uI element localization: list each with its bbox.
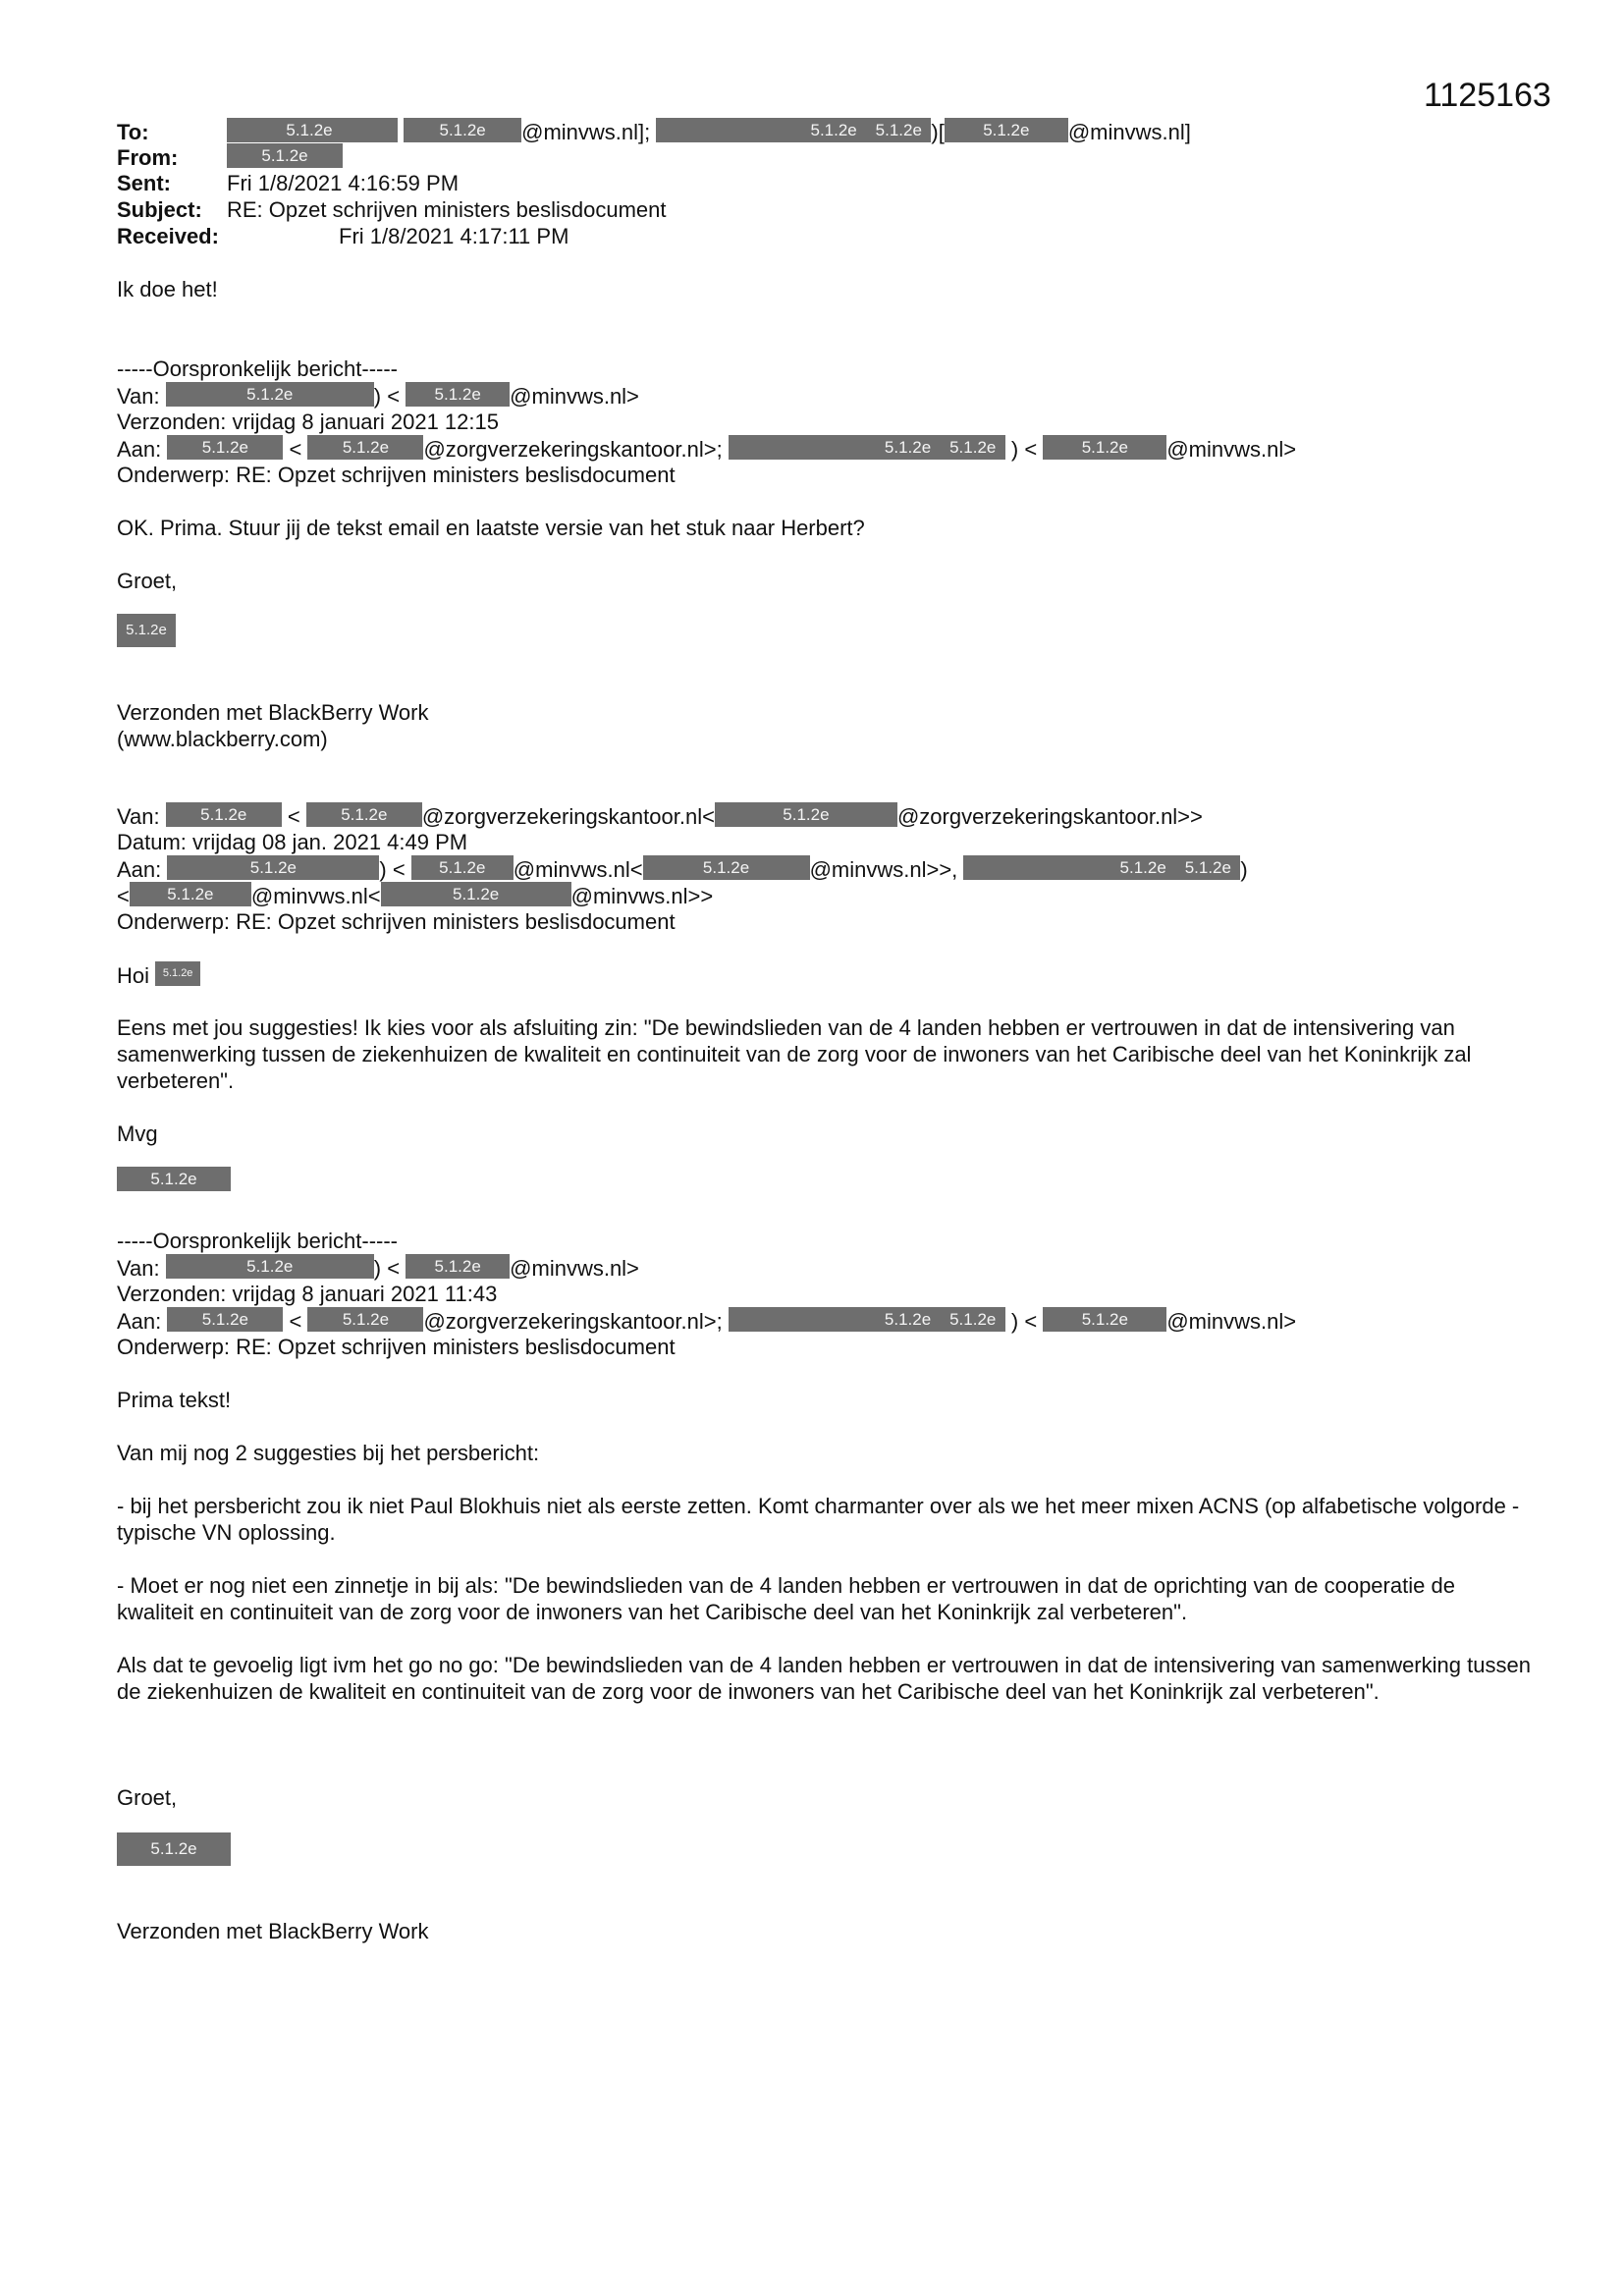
sent-value: Fri 1/8/2021 4:16:59 PM — [227, 171, 460, 195]
blackberry-footer-url: (www.blackberry.com) — [117, 727, 328, 751]
salutation: Hoi 5.1.2e — [117, 961, 200, 989]
van-line: Van: 5.1.2e < 5.1.2e @zorgverzekeringskantoor.nl< 5.1.2e @zorgverzekeringskantoor.nl>> — [117, 804, 1203, 829]
aan-line-continued: < 5.1.2e @minvws.nl< 5.1.2e @minvws.nl>> — [117, 884, 714, 908]
signature-redaction: 5.1.2e — [117, 1167, 231, 1194]
redaction: 5.1.2e — [166, 382, 374, 407]
sent-label: Sent: — [117, 171, 171, 195]
redaction: 5.1.2e 5.1.2e — [729, 1307, 1005, 1332]
redaction: 5.1.2e 5.1.2e — [656, 118, 931, 142]
aan-line: Aan: 5.1.2e < 5.1.2e @zorgverzekeringskantoor.nl>; 5.1.2e 5.1.2e ) < 5.1.2e @minvws.nl> — [117, 1309, 1297, 1334]
from-line — [117, 143, 343, 171]
document-number: 1125163 — [1424, 77, 1551, 114]
redaction: 5.1.2e 5.1.2e — [729, 435, 1005, 460]
message-paragraph: Als dat te gevoelig ligt ivm het go no go: "De bewindslieden van de 4 landen hebben er vertrouwen in dat de intensivering van samenwerking tussen de ziekenhuizen de kwaliteit en continuiteit van de zorg voor de inwoners van het Caribische deel van het Koninkrijk zal verbeteren". — [117, 1653, 1531, 1704]
to-domain: @minvws.nl]; — [521, 120, 651, 144]
subject-line — [117, 196, 667, 223]
message-paragraph: - Moet er nog niet een zinnetje in bij als: "De bewindslieden van de 4 landen hebben er vertrouwen in dat de oprichting van de cooperatie de kwaliteit en continuiteit van de zorg voor de inwoners van het Caribische deel van het Koninkrijk zal verbeteren". — [117, 1573, 1455, 1624]
sent-line — [117, 170, 459, 196]
redaction: 5.1.2e — [166, 802, 282, 827]
redaction: 5.1.2e — [1043, 1307, 1166, 1332]
greeting: Groet, — [117, 1785, 178, 1810]
onderwerp-line: Onderwerp: RE: Opzet schrijven ministers beslisdocument — [117, 463, 676, 487]
signature-redaction: 5.1.2e — [117, 614, 176, 650]
datum-line: Datum: vrijdag 08 jan. 2021 4:49 PM — [117, 830, 468, 854]
subject-label: Subject: — [117, 197, 202, 222]
blackberry-footer: Verzonden met BlackBerry Work — [117, 1919, 429, 1943]
onderwerp-line: Onderwerp: RE: Opzet schrijven ministers beslisdocument — [117, 1335, 676, 1359]
redaction: 5.1.2e — [227, 118, 392, 142]
signature-redaction: 5.1.2e — [117, 1832, 231, 1869]
redaction: 5.1.2e — [643, 855, 810, 880]
message-paragraph: Prima tekst! — [117, 1388, 232, 1412]
redaction: 5.1.2e — [167, 855, 379, 880]
received-label: Received: — [117, 224, 219, 248]
subject-value: RE: Opzet schrijven ministers beslisdocument — [227, 197, 667, 222]
redaction: 5.1.2e — [307, 435, 423, 460]
received-line — [117, 223, 568, 249]
redaction: 5.1.2e — [715, 802, 897, 827]
received-value: Fri 1/8/2021 4:17:11 PM — [339, 224, 569, 248]
verzonden-line: Verzonden: vrijdag 8 januari 2021 11:43 — [117, 1282, 498, 1306]
original-message-marker: -----Oorspronkelijk bericht----- — [117, 1229, 399, 1253]
from-label: From: — [117, 145, 179, 170]
redaction — [392, 118, 398, 142]
van-line: Van: 5.1.2e ) < 5.1.2e @minvws.nl> — [117, 1256, 639, 1281]
to-label: To: — [117, 120, 149, 144]
redaction: 5.1.2e — [307, 1307, 423, 1332]
to-line: To: 5.1.2e 5.1.2e @minvws.nl]; 5.1.2e 5.1.2e )[ 5.1.2e @minvws.nl] — [117, 120, 1191, 144]
redaction: 5.1.2e — [306, 802, 422, 827]
redaction: 5.1.2e — [227, 143, 343, 168]
redaction: 5.1.2e — [130, 882, 251, 906]
redaction: 5.1.2e — [381, 882, 571, 906]
redaction: 5.1.2e — [945, 118, 1068, 142]
message-body: Ik doe het! — [117, 277, 218, 301]
message-body: OK. Prima. Stuur jij de tekst email en laatste versie van het stuk naar Herbert? — [117, 516, 865, 540]
signoff: Mvg — [117, 1121, 158, 1146]
redaction: 5.1.2e 5.1.2e — [963, 855, 1240, 880]
van-line: Van: 5.1.2e ) < 5.1.2e @minvws.nl> — [117, 384, 639, 409]
redaction: 5.1.2e — [411, 855, 514, 880]
aan-line: Aan: 5.1.2e ) < 5.1.2e @minvws.nl< 5.1.2e @minvws.nl>>, 5.1.2e 5.1.2e ) — [117, 857, 1248, 882]
redaction: 5.1.2e — [404, 118, 521, 142]
redaction: 5.1.2e — [167, 1307, 283, 1332]
blackberry-footer: Verzonden met BlackBerry Work — [117, 700, 429, 725]
verzonden-line: Verzonden: vrijdag 8 januari 2021 12:15 — [117, 410, 499, 434]
redaction: 5.1.2e — [1043, 435, 1166, 460]
redaction: 5.1.2e — [167, 435, 283, 460]
message-body: Eens met jou suggesties! Ik kies voor als afsluiting zin: "De bewindslieden van de 4 landen hebben er vertrouwen in dat de intensivering van samenwerking tussen de ziekenhuizen de kwaliteit en continuiteit van de zorg voor de inwoners van het Caribische deel van het Koninkrijk zal verbeteren". — [117, 1015, 1472, 1093]
redaction: 5.1.2e — [155, 961, 200, 986]
message-paragraph: - bij het persbericht zou ik niet Paul Blokhuis niet als eerste zetten. Komt charmanter over als we het meer mixen ACNS (op alfabetische volgorde - typische VN oplossing. — [117, 1494, 1520, 1545]
redaction: 5.1.2e — [406, 1254, 510, 1279]
onderwerp-line: Onderwerp: RE: Opzet schrijven ministers beslisdocument — [117, 909, 676, 934]
redaction: 5.1.2e — [406, 382, 510, 407]
aan-line: Aan: 5.1.2e < 5.1.2e @zorgverzekeringskantoor.nl>; 5.1.2e 5.1.2e ) < 5.1.2e @minvws.nl> — [117, 437, 1297, 462]
original-message-marker: -----Oorspronkelijk bericht----- — [117, 356, 399, 381]
message-paragraph: Van mij nog 2 suggesties bij het persbericht: — [117, 1441, 540, 1465]
to-domain: @minvws.nl] — [1067, 120, 1191, 144]
redaction: 5.1.2e — [166, 1254, 374, 1279]
greeting: Groet, — [117, 569, 178, 593]
